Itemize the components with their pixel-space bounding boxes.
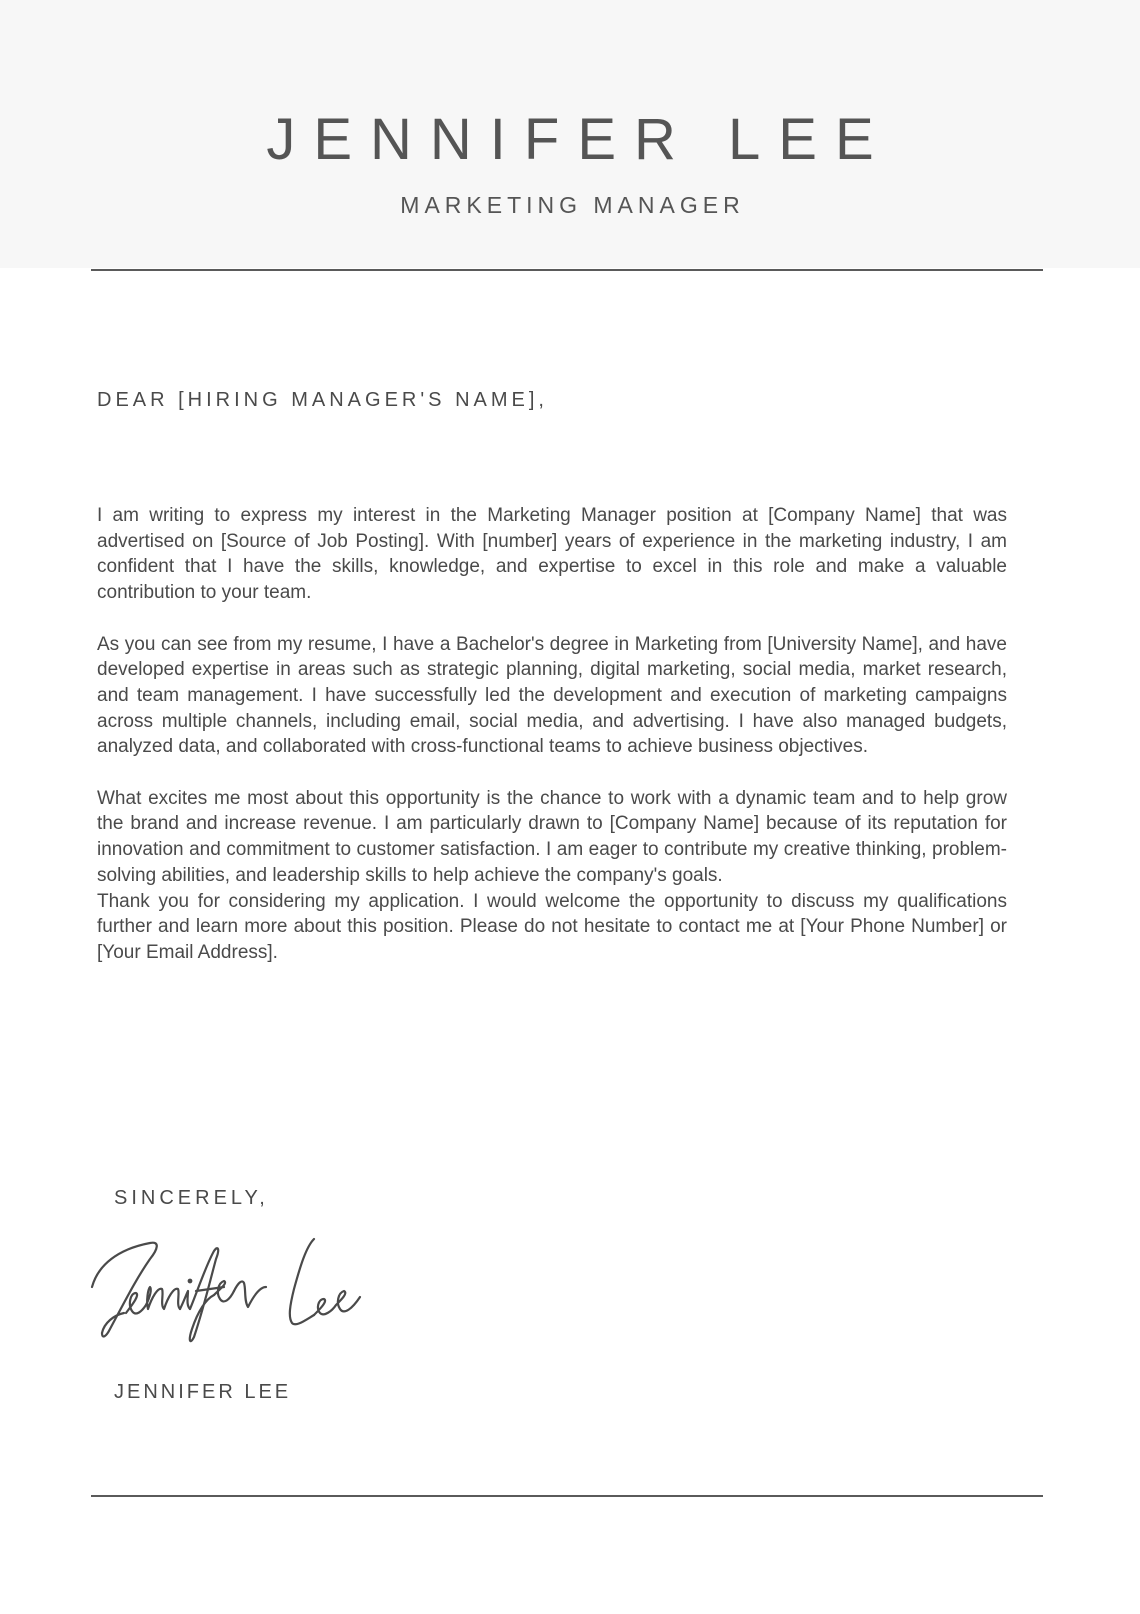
paragraph-thanks: Thank you for considering my application. I would welcome the opportunity to discuss my qualifications further and learn more about this position. Please do not hesitate to contact me at [Your Phone Number] or [Your Email Address]. [97, 890, 1007, 963]
salutation: DEAR [HIRING MANAGER'S NAME], [97, 389, 548, 411]
signer-name: JENNIFER LEE [114, 1381, 292, 1403]
paragraph-motivation: What excites me most about this opportunity is the chance to work with a dynamic team and to help grow the brand and increase revenue. I am particularly drawn to [Company Name] because of its reputation for innovation and commitment to customer satisfaction. I am eager to contribute my creative thinking, problem-solving abilities, and leadership skills to help achieve the company's goals. [97, 787, 1007, 886]
letter-body [97, 503, 1007, 966]
applicant-name: JENNIFER LEE [266, 107, 892, 172]
paragraph-intro: I am writing to express my interest in the Marketing Manager position at [Company Name] that was advertised on [Source of Job Posting]. With [number] years of experience in the marketing industry, I am confident that I have the skills, knowledge, and expertise to excel in this role and make a valuable contribution to your team. [97, 505, 1007, 604]
bottom-divider [91, 1495, 1043, 1497]
paragraph-experience: As you can see from my resume, I have a Bachelor's degree in Marketing from [University Name], and have developed expertise in areas such as strategic planning, digital marketing, social media, market research, and team management. I have successfully led the development and execution of marketing campaigns across multiple channels, including email, social media, and advertising. I have also managed budgets, analyzed data, and collaborated with cross-functional teams to achieve business objectives. [97, 633, 1007, 758]
closing: SINCERELY, [114, 1187, 269, 1209]
job-title: MARKETING MANAGER [400, 192, 745, 218]
handwritten-signature [88, 1225, 368, 1350]
top-divider [91, 269, 1043, 271]
